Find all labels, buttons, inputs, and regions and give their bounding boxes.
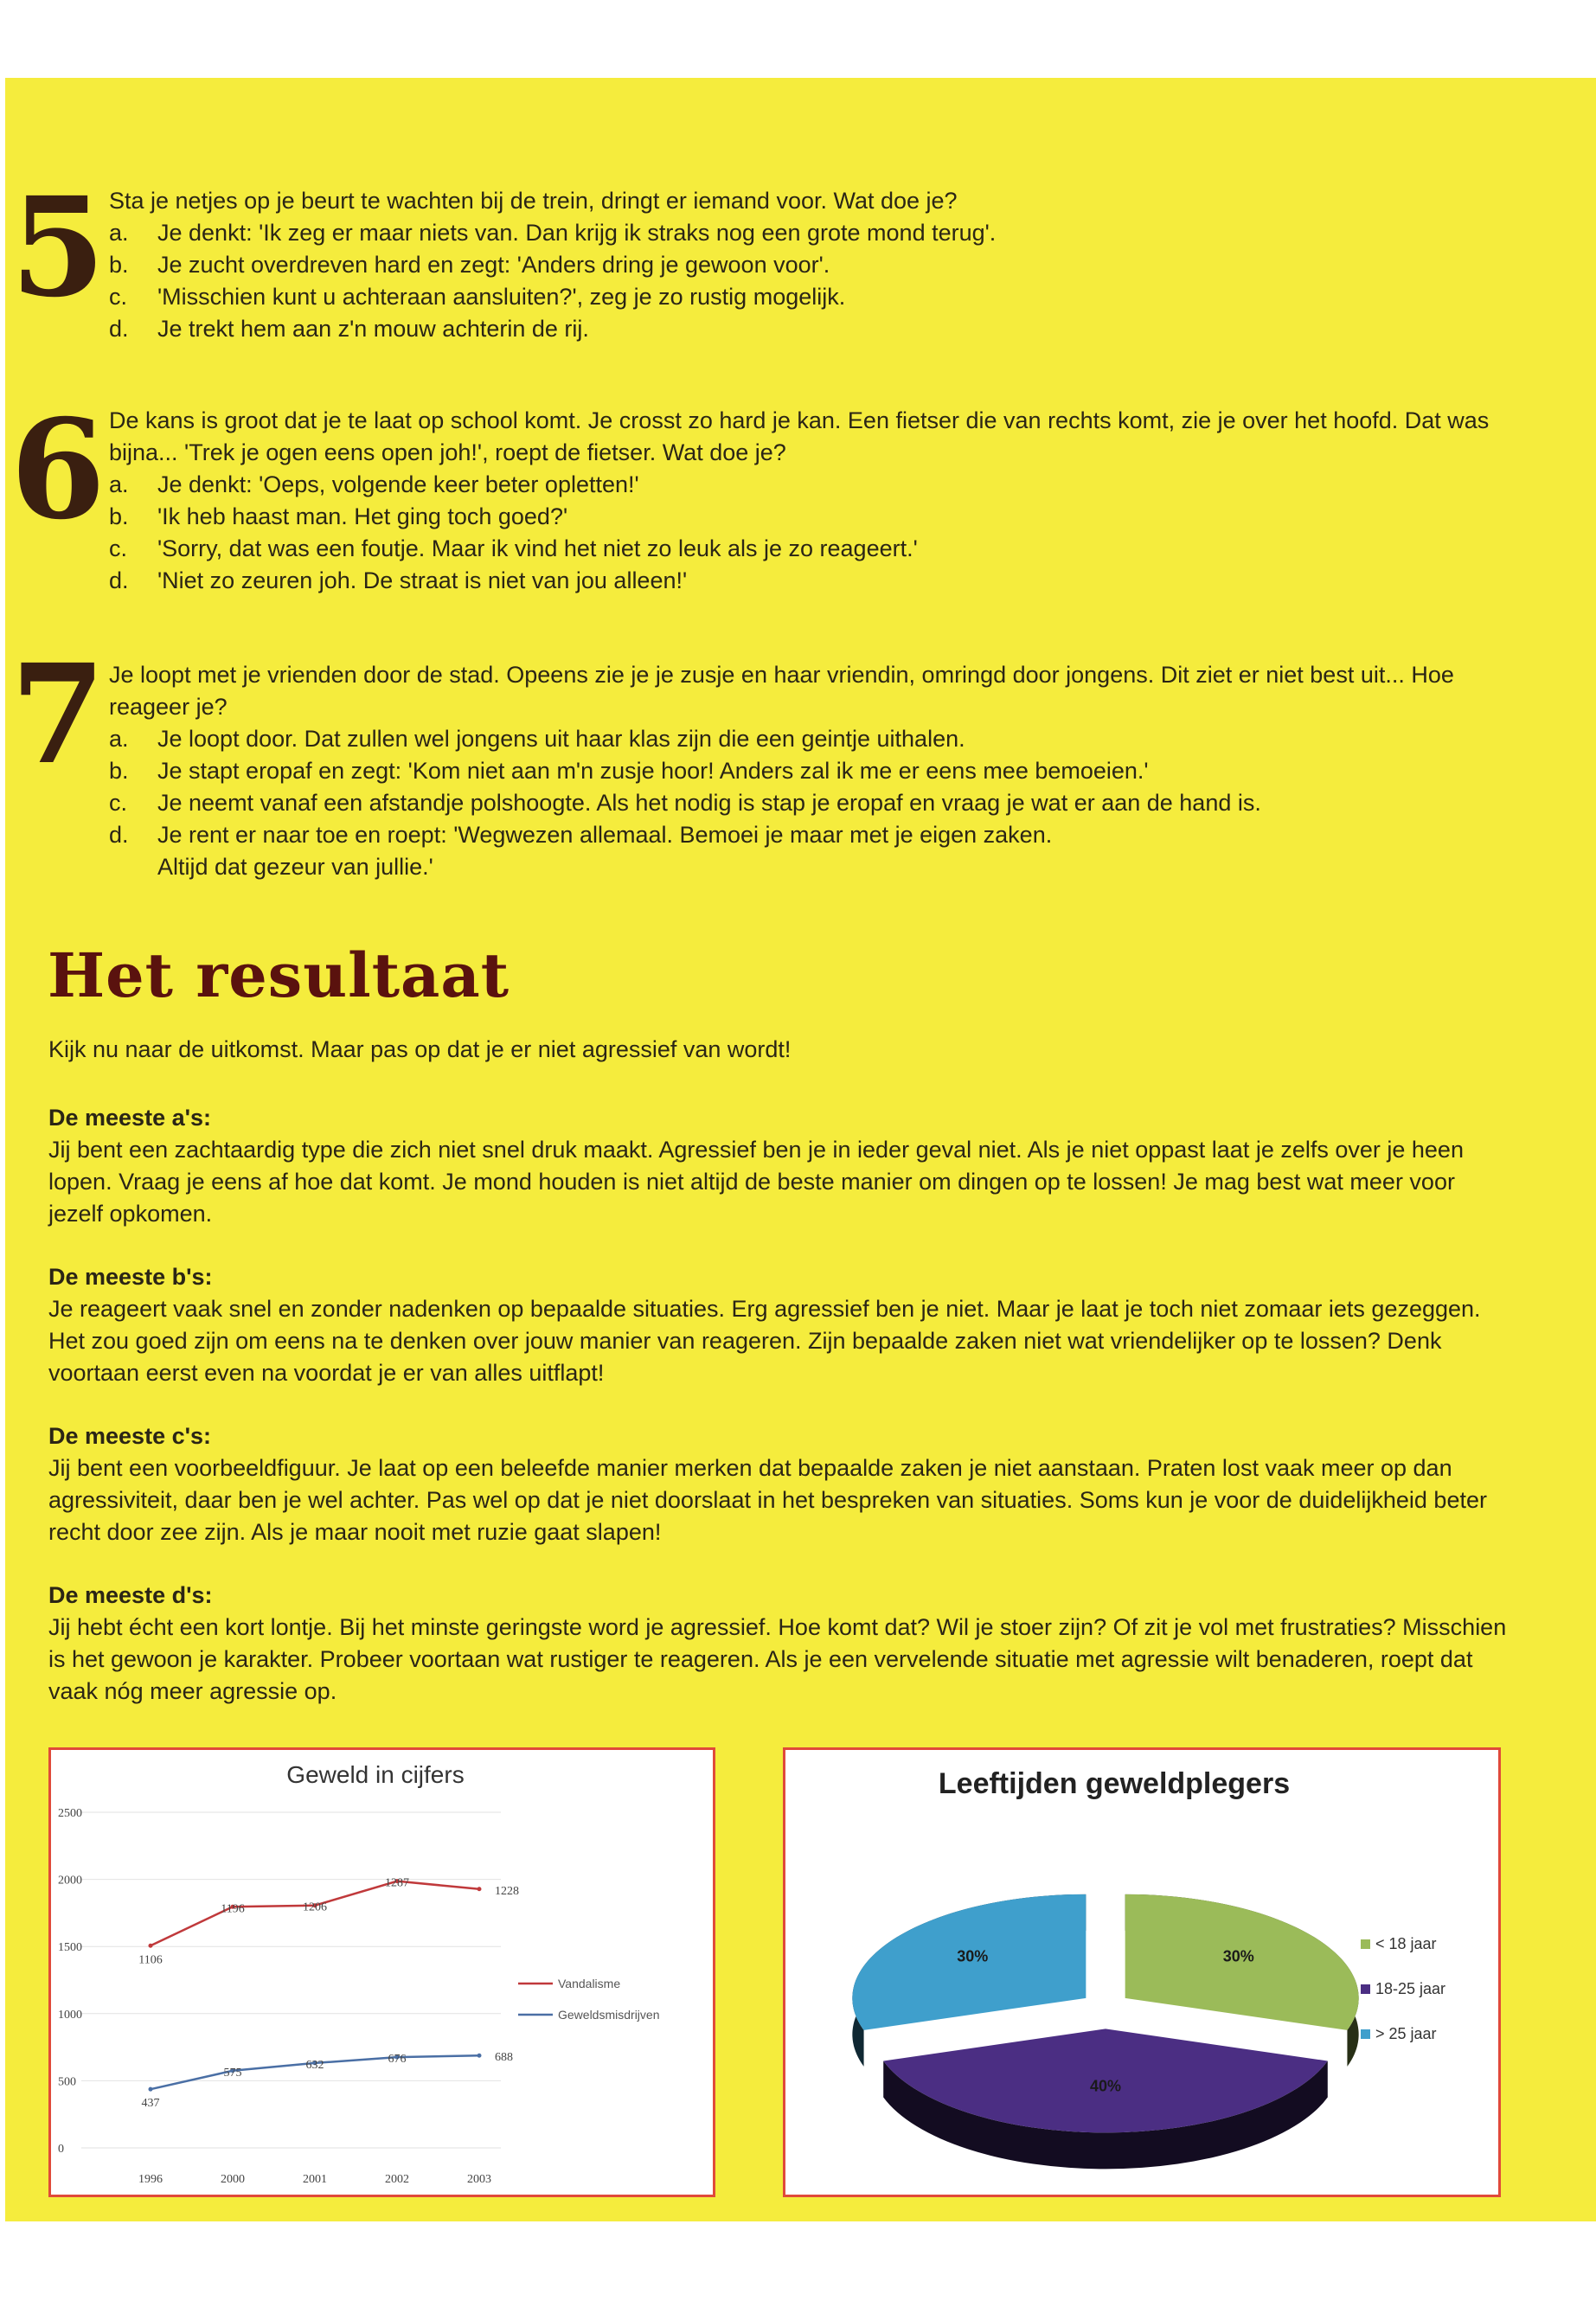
y-tick-label-0: 0 xyxy=(58,2143,64,2156)
y-tick-label-500: 500 xyxy=(58,2075,76,2089)
verdict-c xyxy=(48,1420,1510,1548)
question-7-option-d: d. Je rent er naar toe en roept: 'Wegwezen allemaal. Bemoei je maar met je eigen zaken. Altijd dat gezeur van jullie.' xyxy=(109,822,1053,880)
question-6-option-c: c. 'Sorry, dat was een foutje. Maar ik vind het niet zo leuk als je zo reageert.' xyxy=(109,535,918,561)
y-tick-label-1000: 1000 xyxy=(58,2008,82,2022)
verdict-c-text: Jij bent een voorbeeldfiguur. Je laat op een beleefde manier merken dat bepaalde zaken je niet aanstaan. Praten lost vaak meer op dan agressiviteit, daar ben je wel achter. Pas wel op dat je niet doorslaat in het bespreken van situaties. Soms kun je voor de duidelijkheid beter recht door zee zijn. Als je maar nooit met ruzie gaat slapen! xyxy=(48,1455,1487,1545)
data-label-vandalisme-2000: 1196 xyxy=(221,1902,245,1916)
question-7-option-b: b. Je stapt eropaf en zegt: 'Kom niet aan m'n zusje hoor! Anders zal ik me er eens mee bemoeien.' xyxy=(109,758,1149,784)
y-tick-label-2500: 2500 xyxy=(58,1807,82,1820)
question-6-option-b: b. 'Ik heb haast man. Het ging toch goed?' xyxy=(109,503,568,529)
verdict-d-text: Jij hebt écht een kort lontje. Bij het minste geringste word je agressief. Hoe komt dat? Wil je stoer zijn? Of zit je vol met frustraties? Misschien is het gewoon je karakter. Probeer voortaan wat rustiger te reageren. Als je een vervelende situatie met agressie wilt benaderen, roept dat vaak nóg meer agressie op. xyxy=(48,1614,1507,1704)
verdict-d xyxy=(48,1580,1510,1708)
data-label-vandalisme-2001: 1206 xyxy=(303,1900,327,1914)
question-5-stem: Sta je netjes op je beurt te wachten bij de trein, dringt er iemand voor. Wat doe je? xyxy=(109,188,958,214)
y-tick-label-1500: 1500 xyxy=(58,1941,82,1955)
legend-label-vandalisme: Vandalisme xyxy=(558,1977,621,1990)
x-tick-label-2003: 2003 xyxy=(467,2173,491,2186)
data-label-vandalisme-2003: 1228 xyxy=(495,1884,519,1898)
question-7-option-a: a. Je loopt door. Dat zullen wel jongens uit haar klas zijn die een geintje uithalen. xyxy=(109,726,965,752)
x-tick-label-2002: 2002 xyxy=(385,2173,409,2186)
result-intro: Kijk nu naar de uitkomst. Maar pas op dat je er niet agressief van wordt! xyxy=(48,1036,792,1062)
legend-label-2: > 25 jaar xyxy=(1375,2025,1437,2042)
data-point-geweldsmisdrijven-1996 xyxy=(149,2087,153,2092)
question-5-option-c: c. 'Misschien kunt u achteraan aansluiten?', zeg je zo rustig mogelijk. xyxy=(109,284,846,310)
data-label-vandalisme-2002: 1287 xyxy=(385,1876,409,1890)
data-label-vandalisme-1996: 1106 xyxy=(138,1953,163,1967)
verdict-b-text: Je reageert vaak snel en zonder nadenken op bepaalde situaties. Erg agressief ben je niet. Maar je laat je toch niet zomaar iets gezeggen. Het zou goed zijn om eens na te denken over jouw manier van reageren. Zijn bepaalde zaken niet wat vriendelijker op te lossen? Denk voortaan eerst even na voordat je er van alles uitflapt! xyxy=(48,1296,1481,1386)
result-title: Het resultaat xyxy=(48,939,510,1011)
pie-chart-box xyxy=(783,1747,1501,2197)
question-number-7: 7 xyxy=(10,635,106,795)
pie-chart xyxy=(785,1750,1498,2195)
pie-label-1: 40% xyxy=(1089,2077,1122,2095)
legend-label-geweldsmisdrijven: Geweldsmisdrijven xyxy=(558,2008,660,2022)
pie-label-2: 30% xyxy=(957,1947,989,1965)
line-chart-title: Geweld in cijfers xyxy=(286,1761,465,1788)
question-6 xyxy=(109,405,1493,597)
line-chart xyxy=(51,1750,713,2195)
pie-chart-title: Leeftijden geweldplegers xyxy=(938,1767,1291,1800)
data-label-geweldsmisdrijven-2000: 575 xyxy=(223,2066,242,2080)
legend-label-0: < 18 jaar xyxy=(1375,1935,1437,1952)
pie-label-0: 30% xyxy=(1222,1947,1254,1965)
question-7 xyxy=(109,659,1493,883)
legend-swatch-2 xyxy=(1361,2029,1370,2039)
legend-swatch-1 xyxy=(1361,1984,1370,1994)
verdict-a-heading: De meeste a's: xyxy=(48,1105,212,1131)
question-5 xyxy=(109,185,1493,345)
verdict-a xyxy=(48,1102,1510,1230)
question-5-option-b: b. Je zucht overdreven hard en zegt: 'Anders dring je gewoon voor'. xyxy=(109,252,830,278)
legend-label-1: 18-25 jaar xyxy=(1375,1980,1446,1997)
question-number-5: 5 xyxy=(10,168,106,328)
x-tick-label-1996: 1996 xyxy=(138,2173,163,2186)
question-5-option-d: d. Je trekt hem aan z'n mouw achterin de rij. xyxy=(109,316,589,342)
verdict-d-heading: De meeste d's: xyxy=(48,1582,213,1608)
question-5-option-a: a. Je denkt: 'Ik zeg er maar niets van. Dan krijg ik straks nog een grote mond terug'. xyxy=(109,220,997,246)
data-point-geweldsmisdrijven-2003 xyxy=(478,2054,482,2058)
question-7-option-c: c. Je neemt vanaf een afstandje polshoogte. Als het nodig is stap je eropaf en vraag je wat er aan de hand is. xyxy=(109,790,1261,816)
verdict-b-heading: De meeste b's: xyxy=(48,1264,213,1290)
data-label-geweldsmisdrijven-2003: 688 xyxy=(495,2051,513,2065)
question-7-stem: Je loopt met je vrienden door de stad. Opeens zie je je zusje en haar vriendin, omringd door jongens. Dit ziet er niet best uit... Hoe reageer je? xyxy=(109,662,1454,720)
data-label-geweldsmisdrijven-2002: 676 xyxy=(388,2053,407,2067)
x-tick-label-2001: 2001 xyxy=(303,2173,327,2186)
x-tick-label-2000: 2000 xyxy=(221,2173,245,2186)
data-label-geweldsmisdrijven-2001: 632 xyxy=(305,2058,324,2072)
question-6-option-a: a. Je denkt: 'Oeps, volgende keer beter opletten!' xyxy=(109,471,639,497)
data-point-vandalisme-2003 xyxy=(478,1887,482,1891)
verdict-b xyxy=(48,1261,1510,1389)
y-tick-label-2000: 2000 xyxy=(58,1874,82,1888)
verdict-c-heading: De meeste c's: xyxy=(48,1423,212,1449)
line-chart-box xyxy=(48,1747,715,2197)
data-label-geweldsmisdrijven-1996: 437 xyxy=(141,2097,160,2111)
question-number-6: 6 xyxy=(10,390,106,550)
question-6-stem: De kans is groot dat je te laat op school komt. Je crosst zo hard je kan. Een fietser die van rechts komt, zie je over het hoofd. Dat was bijna... 'Trek je ogen eens open joh!', roept de fietser. Wat doe je? xyxy=(109,407,1490,465)
legend-swatch-0 xyxy=(1361,1939,1370,1949)
data-point-vandalisme-1996 xyxy=(149,1944,153,1948)
question-6-option-d: d. 'Niet zo zeuren joh. De straat is niet van jou alleen!' xyxy=(109,567,688,593)
verdict-a-text: Jij bent een zachtaardig type die zich niet snel druk maakt. Agressief ben je in ieder geval niet. Als je niet oppast laat je zelfs over je heen lopen. Vraag je eens af hoe dat komt. Je mond houden is niet altijd de beste manier om dingen op te lossen! Je mag best wat meer voor jezelf opkomen. xyxy=(48,1137,1464,1227)
